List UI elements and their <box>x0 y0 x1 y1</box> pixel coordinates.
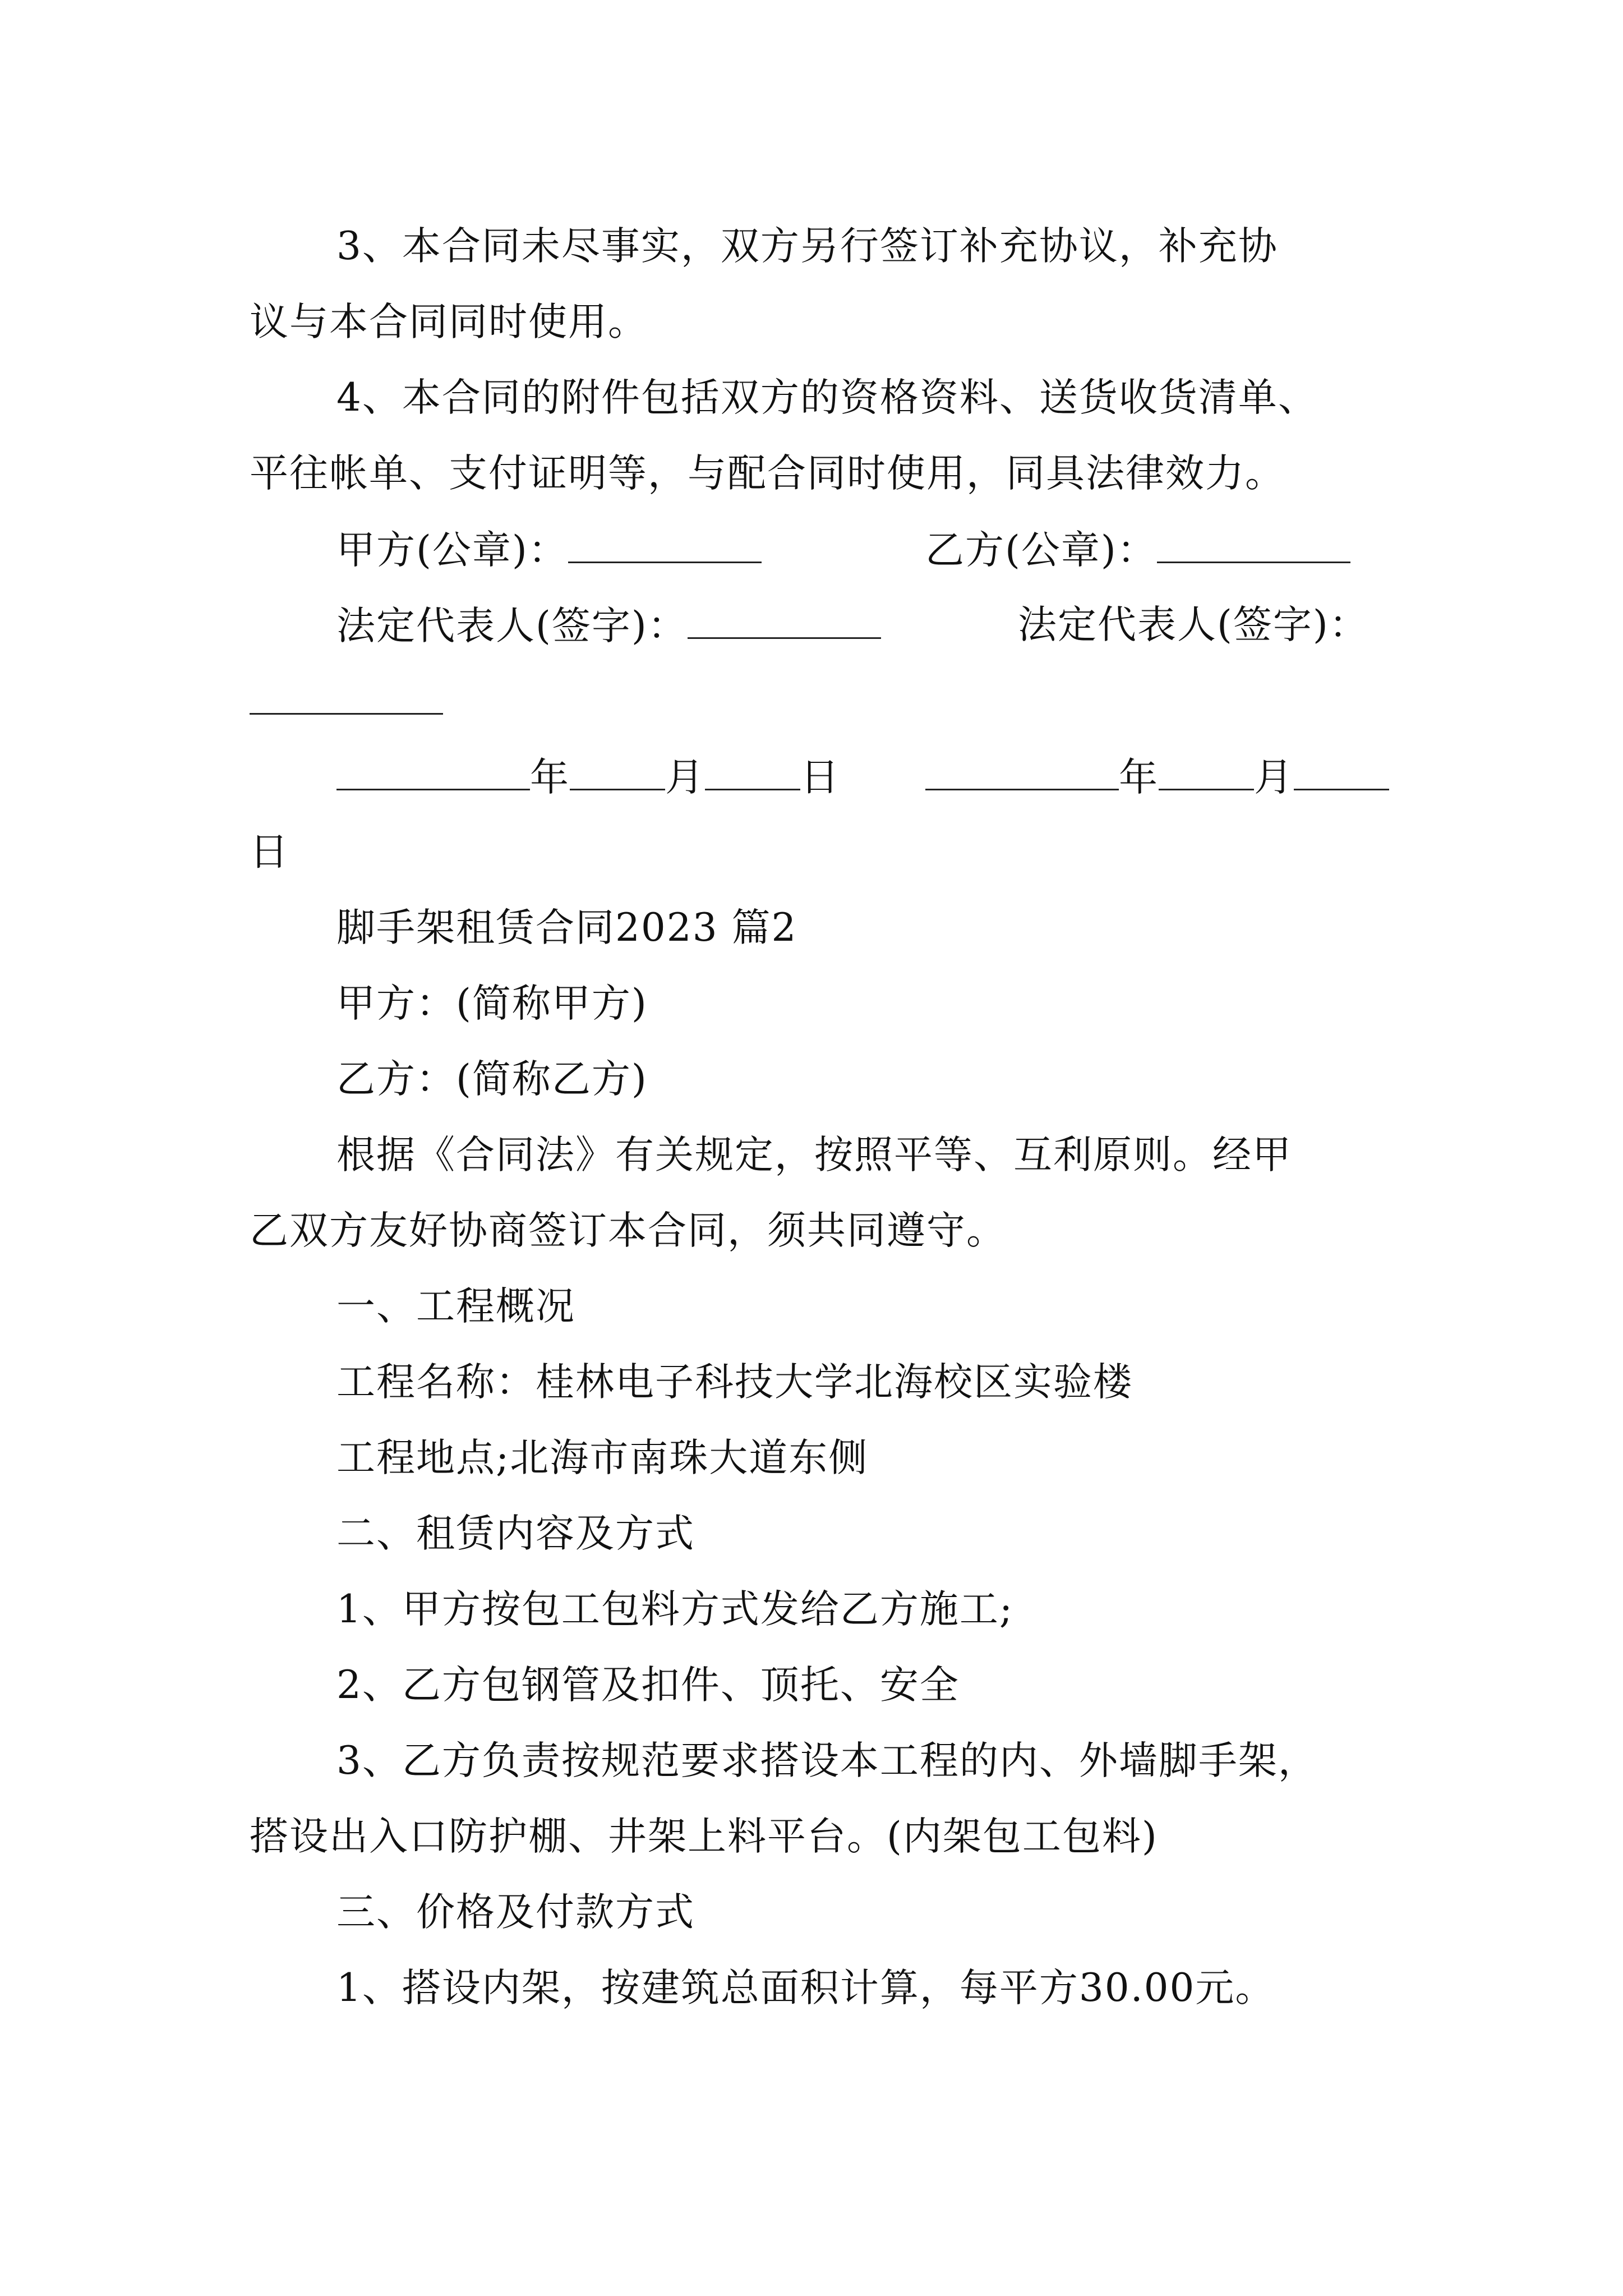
date-b-year-blank[interactable] <box>925 757 1119 790</box>
intro-line-1: 根据《合同法》有关规定，按照平等、互利原则。经甲 <box>336 1133 1292 1177</box>
lease-item-1: 1、甲方按包工包料方式发给乙方施工; <box>336 1587 1014 1632</box>
date-b-row <box>925 755 1389 800</box>
rep-b-label: 法定代表人(签字)： <box>1018 602 1369 647</box>
party-a-seal-row <box>336 528 762 573</box>
rep-a-row <box>336 606 881 646</box>
lease-item-3-line-1: 3、乙方负责按规范要求搭设本工程的内、外墙脚手架， <box>336 1738 1318 1783</box>
project-name-line: 工程名称：桂林电子科技大学北海校区实验楼 <box>336 1360 1133 1405</box>
rep-a-blank[interactable] <box>688 606 881 639</box>
lease-item-3-line-2: 搭设出入口防护棚、井架上料平台。(内架包工包料) <box>250 1814 1158 1859</box>
rep-b-blank-row <box>250 682 443 721</box>
party-b-seal-row <box>925 528 1350 573</box>
date-a-day-label: 日 <box>800 755 840 800</box>
party-a-line: 甲方：(简称甲方) <box>336 981 648 1026</box>
date-a-row <box>336 755 840 800</box>
paragraph-4-line-1: 4、本合同的附件包括双方的资格资料、送货收货清单、 <box>336 375 1318 420</box>
price-item-1: 1、搭设内架，按建筑总面积计算，每平方30.00元。 <box>336 1966 1275 2010</box>
party-b-line: 乙方：(简称乙方) <box>336 1057 648 1102</box>
rep-a-label: 法定代表人(签字)： <box>336 604 688 648</box>
date-a-month-label: 月 <box>665 755 705 800</box>
heading-project-overview: 一、工程概况 <box>336 1284 575 1329</box>
paragraph-4-line-2: 平往帐单、支付证明等，与配合同时使用，同具法律效力。 <box>250 451 1285 496</box>
date-b-day-label: 日 <box>250 830 289 875</box>
paragraph-3-line-2: 议与本合同同时使用。 <box>250 300 648 344</box>
project-location-line: 工程地点;北海市南珠大道东侧 <box>336 1435 869 1480</box>
section-title: 脚手架租赁合同2023 篇2 <box>336 905 797 950</box>
date-b-month-label: 月 <box>1254 755 1294 800</box>
date-b-day-blank[interactable] <box>1294 757 1389 790</box>
party-b-seal-label: 乙方(公章)： <box>925 528 1157 573</box>
party-b-seal-blank[interactable] <box>1157 530 1350 563</box>
date-b-year-label: 年 <box>1119 755 1159 800</box>
date-a-year-label: 年 <box>530 755 570 800</box>
date-a-day-blank[interactable] <box>705 757 800 790</box>
date-a-year-blank[interactable] <box>336 757 530 790</box>
paragraph-3-line-1: 3、本合同未尽事实，双方另行签订补充协议，补充协 <box>336 224 1278 269</box>
party-a-seal-blank[interactable] <box>568 530 762 563</box>
lease-item-2: 2、乙方包钢管及扣件、顶托、安全 <box>336 1663 960 1708</box>
intro-line-2: 乙双方友好协商签订本合同，须共同遵守。 <box>250 1208 1006 1253</box>
party-a-seal-label: 甲方(公章)： <box>336 528 568 573</box>
date-a-month-blank[interactable] <box>570 757 665 790</box>
rep-b-row <box>1018 602 1369 647</box>
heading-price-payment: 三、价格及付款方式 <box>336 1890 695 1935</box>
rep-b-blank[interactable] <box>250 682 443 715</box>
heading-lease-content: 二、租赁内容及方式 <box>336 1511 695 1556</box>
date-b-month-blank[interactable] <box>1159 757 1254 790</box>
